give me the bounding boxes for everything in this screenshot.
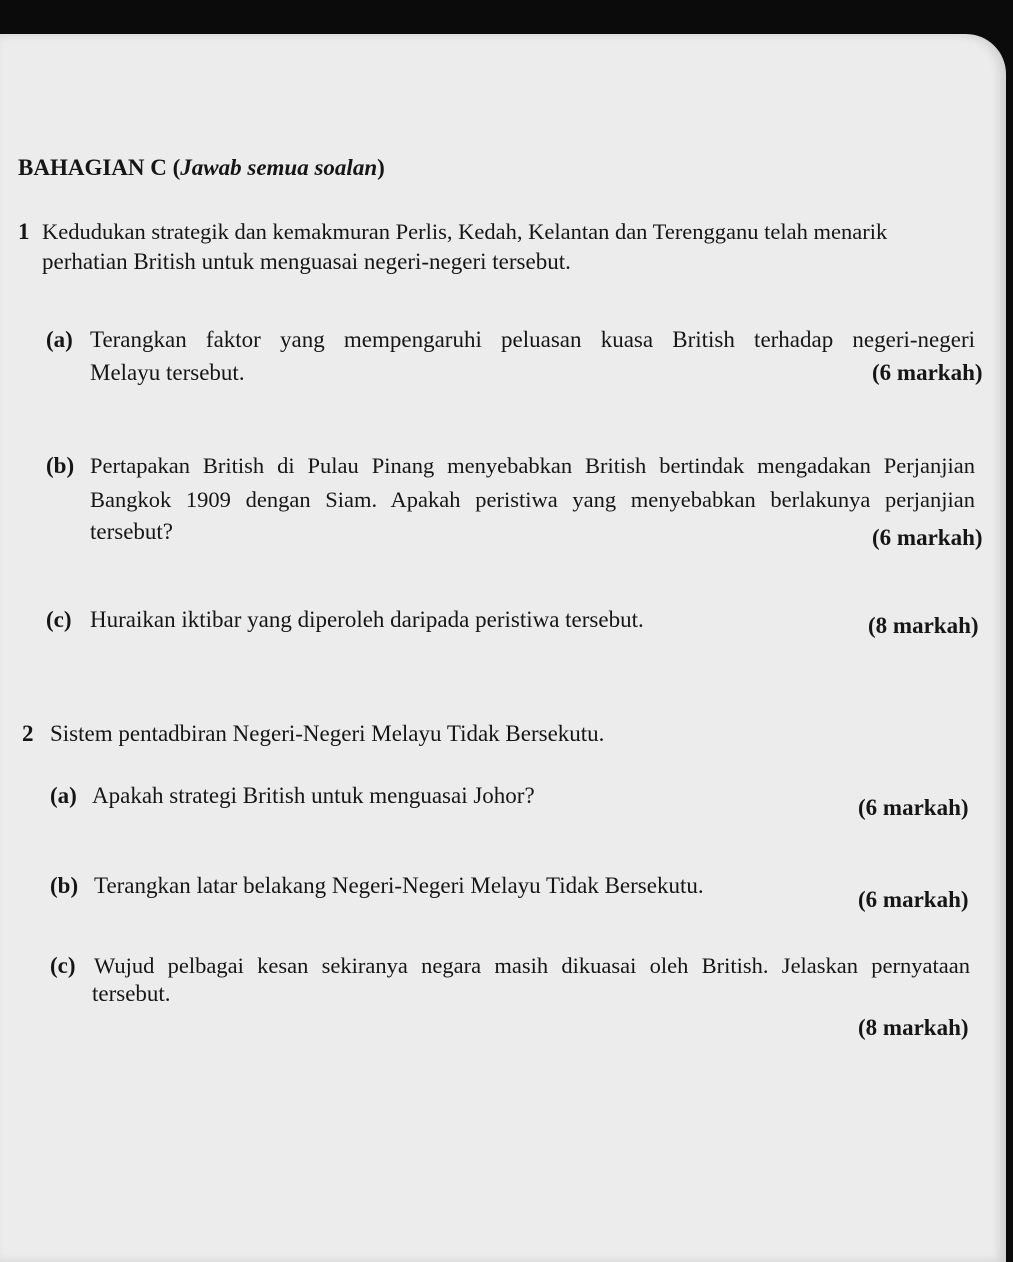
question-1b-marks: (6 markah) [872, 525, 983, 550]
question-1-stem-line2: perhatian British untuk menguasai negeri-negeri tersebut. [42, 249, 571, 274]
question-1a-line2: Melayu tersebut. [90, 360, 245, 385]
question-2c-label: (c) [50, 953, 76, 978]
question-2a-line1: Apakah strategi British untuk menguasai Johor? [92, 783, 535, 808]
question-1c-line1: Huraikan iktibar yang diperoleh daripada peristiwa tersebut. [90, 607, 644, 632]
section-heading: BAHAGIAN C (Jawab semua soalan) [18, 155, 385, 180]
question-2b-marks: (6 markah) [858, 887, 969, 912]
section-title: BAHAGIAN C [18, 155, 167, 180]
exam-paper [0, 34, 1006, 1262]
question-2c-marks: (8 markah) [858, 1015, 969, 1040]
question-2a-marks: (6 markah) [858, 795, 969, 820]
question-1c-marks: (8 markah) [868, 613, 979, 638]
question-2a-label: (a) [50, 783, 77, 808]
question-1c-label: (c) [46, 607, 72, 632]
question-1b-line2: Bangkok 1909 dengan Siam. Apakah peristiwa yang menyebabkan berlakunya perjanjian [90, 487, 975, 512]
section-instruction: Jawab semua soalan [180, 155, 378, 180]
question-2-number: 2 [22, 721, 34, 746]
question-2b-line1: Terangkan latar belakang Negeri-Negeri Melayu Tidak Bersekutu. [94, 873, 704, 898]
question-1b-label: (b) [46, 453, 75, 478]
question-1a-label: (a) [46, 327, 73, 352]
question-1-number: 1 [18, 219, 30, 244]
question-1b-line1: Pertapakan British di Pulau Pinang menyebabkan British bertindak mengadakan Perjanjian [90, 453, 975, 478]
question-1-stem-line1: Kedudukan strategik dan kemakmuran Perlis, Kedah, Kelantan dan Terengganu telah menarik [42, 219, 888, 244]
question-2c-line1: Wujud pelbagai kesan sekiranya negara masih dikuasai oleh British. Jelaskan pernyataan [94, 953, 970, 978]
question-1b-line3: tersebut? [90, 519, 174, 544]
question-1a-line1: Terangkan faktor yang mempengaruhi peluasan kuasa British terhadap negeri-negeri [90, 327, 975, 352]
question-1a-marks: (6 markah) [872, 360, 983, 385]
question-2-stem-line1: Sistem pentadbiran Negeri-Negeri Melayu Tidak Bersekutu. [50, 721, 605, 746]
question-2c-line2: tersebut. [92, 981, 171, 1006]
question-2b-label: (b) [50, 873, 79, 898]
